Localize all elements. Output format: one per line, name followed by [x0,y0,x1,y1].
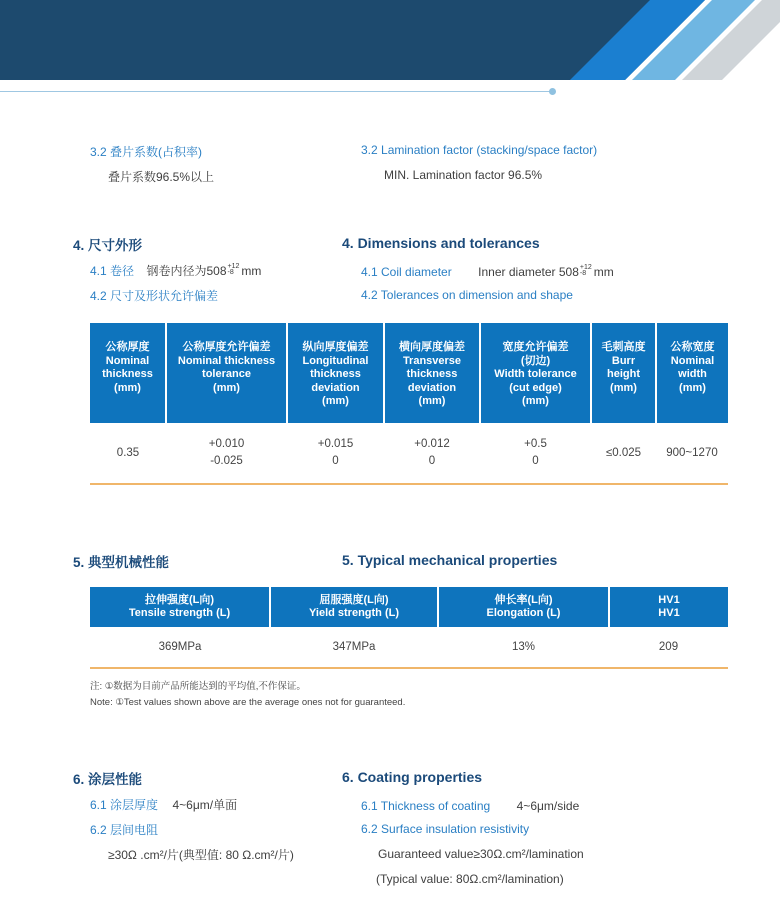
coil-tolerance [228,264,240,276]
sec4-en-41-label: 4.1 Coil diameter [361,265,452,279]
note-cn: 注: ①数据为目前产品所能达到的平均值,不作保证。 [90,681,306,692]
sec4-cn-41-text: 钢卷内径为508 [146,264,227,278]
sec6-cn-61-label: 6.1 涂层厚度 [90,798,159,812]
header-rule [0,91,552,92]
cell-width-tolerance: +0.5 0 [480,423,591,484]
col-yield-strength: 屈服强度(L向) Yield strength (L) [270,587,438,627]
sec4-en-41 [361,263,614,281]
coil-tolerance-en [580,265,592,277]
table-row [90,627,728,668]
sec4-en-41-text: Inner diameter 508 [478,265,579,279]
sec5-en-title: 5. Typical mechanical properties [342,552,558,568]
sec6-cn-title: 6. 涂层性能 [73,772,143,787]
col-longitudinal-deviation: 纵向厚度偏差 Longitudinal thickness deviation (mm) [287,323,384,423]
sec6-cn-62-text: ≥30Ω .cm²/片(典型值: 80 Ω.cm²/片) [108,848,294,862]
sec6-en-61-label: 6.1 Thickness of coating [361,799,491,813]
sec4-cn-41-label: 4.1 卷径 [90,264,135,278]
sec6-en-62: 6.2 Surface insulation resistivity [361,822,530,836]
sec32-cn-title: 3.2 叠片系数(占积率) [90,145,203,159]
sec4-cn-title: 4. 尺寸外形 [73,238,143,253]
header-dot [549,88,556,95]
mechanical-table-header [90,587,728,627]
tol-minus-en: -8 [579,270,587,277]
cell-burr-height: ≤0.025 [591,423,656,484]
cell-nominal-thickness: 0.35 [90,423,166,484]
col-nominal-width: 公称宽度 Nominal width (mm) [656,323,728,423]
tol-minus: -8 [227,269,234,276]
sec6-cn-62: 6.2 层间电阻 [90,823,159,837]
sec6-en-62-text2: (Typical value: 80Ω.cm²/lamination) [376,872,564,886]
sec6-en-62-text1: Guaranteed value≥30Ω.cm²/lamination [378,847,584,861]
sec4-en-title: 4. Dimensions and tolerances [342,235,540,251]
sec6-en-61 [361,797,579,815]
cell-hv1: 209 [609,627,728,668]
cell-thickness-tolerance: +0.010 -0.025 [166,423,287,484]
sec32-cn-text: 叠片系数96.5%以上 [108,170,215,184]
sec6-en-61-text: 4~6μm/side [516,799,580,813]
sec32-en-title: 3.2 Lamination factor (stacking/space factor) [361,143,598,157]
sec6-cn-61 [90,796,237,814]
col-width-tolerance: 宽度允许偏差 (切边) Width tolerance (cut edge) (mm) [480,323,591,423]
sec6-en-title: 6. Coating properties [342,769,483,785]
sec5-cn-title: 5. 典型机械性能 [73,555,170,570]
tol-plus-en: +12 [579,264,592,271]
mechanical-table [90,587,728,669]
cell-elongation: 13% [438,627,609,668]
col-thickness-tolerance: 公称厚度允许偏差 Nominal thickness tolerance (mm) [166,323,287,423]
sec6-cn-61-text: 4~6μm/单面 [172,798,238,812]
cell-yield-strength: 347MPa [270,627,438,668]
unit-mm: mm [241,264,262,278]
cell-nominal-width: 900~1270 [656,423,728,484]
table-row [90,423,728,484]
sec4-cn-42: 4.2 尺寸及形状允许偏差 [90,289,219,303]
col-transverse-deviation: 横向厚度偏差 Transverse thickness deviation (mm) [384,323,480,423]
cell-transverse-deviation: +0.012 0 [384,423,480,484]
cell-tensile-strength: 369MPa [90,627,270,668]
col-elongation: 伸长率(L向) Elongation (L) [438,587,609,627]
sec4-cn-41 [90,262,261,280]
cell-longitudinal-deviation: +0.015 0 [287,423,384,484]
dimension-table-header [90,323,728,423]
note-en: Note: ①Test values shown above are the average ones not for guaranteed. [90,697,406,708]
col-hv1: HV1 HV1 [609,587,728,627]
tol-plus: +12 [227,263,240,270]
header-banner [0,0,780,80]
sec4-en-42: 4.2 Tolerances on dimension and shape [361,288,573,302]
col-nominal-thickness: 公称厚度 Nominal thickness (mm) [90,323,166,423]
unit-mm-en: mm [593,265,614,279]
col-burr-height: 毛刺高度 Burr height (mm) [591,323,656,423]
dimension-table [90,323,728,485]
sec32-en-text: MIN. Lamination factor 96.5% [384,168,543,182]
col-tensile-strength: 拉伸强度(L向) Tensile strength (L) [90,587,270,627]
